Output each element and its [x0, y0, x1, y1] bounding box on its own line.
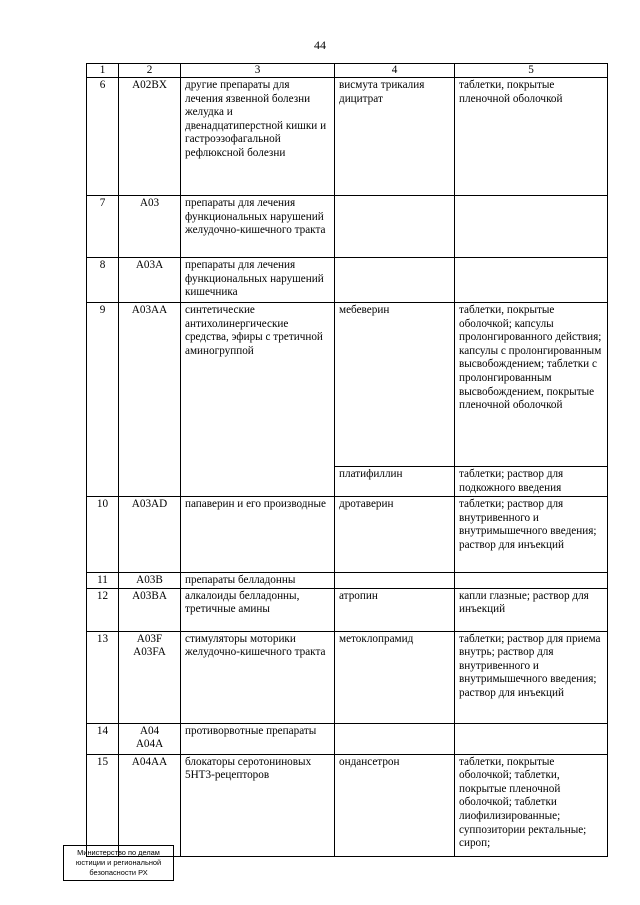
header-col-4: 4 — [335, 64, 455, 78]
drug-name: платифиллин — [335, 467, 455, 497]
medicines-table — [86, 63, 608, 857]
row-number: 10 — [87, 497, 119, 573]
atc-group: противорвотные препараты — [181, 723, 335, 754]
ministry-stamp — [63, 845, 174, 881]
table-row — [87, 258, 608, 303]
header-col-1: 1 — [87, 64, 119, 78]
header-col-3: 3 — [181, 64, 335, 78]
drug-name — [335, 196, 455, 258]
atc-group: алкалоиды белладонны, третичные амины — [181, 588, 335, 631]
atc-code: A03F — [136, 632, 163, 645]
row-number: 13 — [87, 631, 119, 723]
dosage-form: таблетки, покрытые пленочной оболочкой — [455, 78, 608, 196]
atc-code: A03AA — [119, 303, 181, 497]
row-number: 9 — [87, 303, 119, 497]
atc-code: A04 — [139, 724, 160, 737]
atc-group: другие препараты для лечения язвенной болезни желудка и двенадцатиперстной кишки и гастроэзофагальной рефлюксной болезни — [181, 78, 335, 196]
drug-name: метоклопрамид — [335, 631, 455, 723]
dosage-form: капли глазные; раствор для инъекций — [455, 588, 608, 631]
header-col-5: 5 — [455, 64, 608, 78]
row-number: 12 — [87, 588, 119, 631]
stamp-line: юстиции и региональной — [75, 858, 162, 868]
atc-code: A03AD — [119, 497, 181, 573]
drug-name: висмута трикалия дицитрат — [335, 78, 455, 196]
row-number: 8 — [87, 258, 119, 303]
atc-group: стимуляторы моторики желудочно-кишечного тракта — [181, 631, 335, 723]
table-row — [87, 497, 608, 573]
drug-name: атропин — [335, 588, 455, 631]
dosage-form — [455, 196, 608, 258]
row-number: 7 — [87, 196, 119, 258]
row-number: 6 — [87, 78, 119, 196]
table-row — [87, 303, 608, 467]
dosage-form — [455, 258, 608, 303]
drug-name: дротаверин — [335, 497, 455, 573]
atc-group: препараты для лечения функциональных нарушений кишечника — [181, 258, 335, 303]
dosage-form: таблетки, покрытые оболочкой; капсулы пролонгированного действия; капсулы с пролонгированным высвобождением; таблетки с пролонгированным высвобождением, покрытые пленочной оболочкой — [455, 303, 608, 467]
atc-group: папаверин и его производные — [181, 497, 335, 573]
drug-name — [335, 573, 455, 589]
drug-name — [335, 723, 455, 754]
atc-group: препараты для лечения функциональных нарушений желудочно-кишечного тракта — [181, 196, 335, 258]
atc-code: A03A — [119, 258, 181, 303]
atc-code: A04AA — [119, 754, 181, 856]
atc-code: A03 — [119, 196, 181, 258]
table-row — [87, 78, 608, 196]
page-number: 44 — [314, 38, 326, 52]
atc-code: A03B — [119, 573, 181, 589]
dosage-form: таблетки; раствор для внутривенного и внутримышечного введения; раствор для инъекций — [455, 497, 608, 573]
atc-code: A03BA — [119, 588, 181, 631]
drug-name: ондансетрон — [335, 754, 455, 856]
atc-group: препараты белладонны — [181, 573, 335, 589]
dosage-form — [455, 723, 608, 754]
table-row — [87, 631, 608, 723]
dosage-form: таблетки, покрытые оболочкой; таблетки, покрытые пленочной оболочкой; таблетки лиофилизированные; суппозитории ректальные; сироп; — [455, 754, 608, 856]
atc-code-cell — [119, 723, 181, 754]
stamp-line: безопасности РХ — [89, 868, 148, 878]
atc-subcode: A03FA — [133, 646, 166, 659]
table-row — [87, 573, 608, 589]
atc-group: синтетические антихолинергические средства, эфиры с третичной аминогруппой — [181, 303, 335, 497]
atc-group: блокаторы серотониновых 5НТ3-рецепторов — [181, 754, 335, 856]
header-col-2: 2 — [119, 64, 181, 78]
atc-subcode: A04A — [135, 738, 164, 751]
dosage-form: таблетки; раствор для подкожного введения — [455, 467, 608, 497]
atc-code: A02BX — [119, 78, 181, 196]
row-number: 15 — [87, 754, 119, 856]
atc-code-cell — [119, 631, 181, 723]
dosage-form: таблетки; раствор для приема внутрь; раствор для внутривенного и внутримышечного введения; раствор для инъекций — [455, 631, 608, 723]
row-number: 14 — [87, 723, 119, 754]
table-row — [87, 723, 608, 754]
drug-name: мебеверин — [335, 303, 455, 467]
table-row — [87, 754, 608, 856]
table-row — [87, 196, 608, 258]
header-row — [87, 64, 608, 78]
row-number: 11 — [87, 573, 119, 589]
stamp-line: Министерство по делам — [77, 848, 160, 857]
table-row — [87, 588, 608, 631]
dosage-form — [455, 573, 608, 589]
drug-name — [335, 258, 455, 303]
